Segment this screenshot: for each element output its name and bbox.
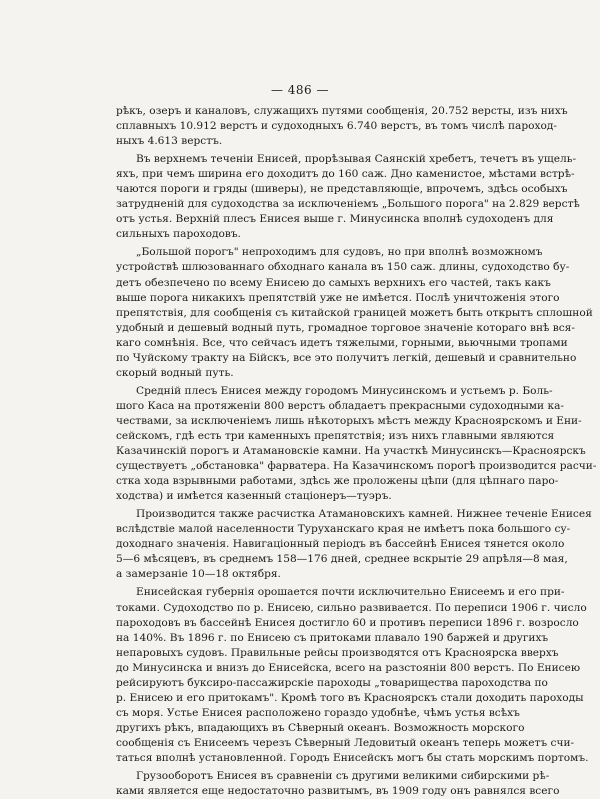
text-line: детъ обезпечено по всему Енисею до самыхъ верхнихъ его частей, такъ какъ [116, 276, 551, 289]
text-line: чаются пороги и гряды (шиверы), не представляющіе, впрочемъ, здѣсь особыхъ [116, 183, 568, 196]
paragraph [116, 104, 568, 149]
text-line: ходства) и имѣется казенный стаціонеръ—туэръ. [116, 490, 392, 503]
text-line: доходнаго значенія. Навигаціонный періодъ въ бассейнѣ Енисея тянется около [116, 538, 565, 551]
text-line: отъ устья. Верхній плесъ Енисея выше г. Минусинска вполнѣ судоходенъ для [116, 213, 554, 226]
text-line: удобный и дешевый водный путь, громадное торговое значеніе котораго внѣ вся- [116, 321, 575, 334]
text-line: ныхъ 4.613 верстъ. [116, 135, 223, 148]
text-line: Енисейская губернія орошается почти исключительно Енисеемъ и его при- [136, 586, 565, 599]
text-line: а замерзаніе 10—18 октября. [116, 568, 281, 581]
text-line: Казачинскій порогъ и Атамановскіе камни. На участкѣ Минусинскъ—Красноярскъ [116, 445, 586, 458]
text-line: 5—6 мѣсяцевъ, въ среднемъ 158—176 дней, среднее вскрытіе 29 апрѣля—8 мая, [116, 553, 568, 566]
text-line: Средній плесъ Енисея между городомъ Минусинскомъ и устьемъ р. Боль- [136, 384, 553, 397]
text-line: сообщенія съ Енисеемъ черезъ Сѣверный Ледовитый океанъ теперь можетъ счи- [116, 736, 575, 749]
text-line: устройствѣ шлюзованнаго обходнаго канала въ 150 саж. длины, судоходство бу- [116, 261, 570, 274]
text-line: пароходовъ въ бассейнѣ Енисея достигло 60 и противъ переписи 1896 г. возросло [116, 616, 579, 629]
paragraph [116, 384, 597, 504]
paragraph [116, 585, 589, 766]
text-line: стка хода взрывными работами, здѣсь же проложены цѣпи (для цѣпнаго паро- [116, 475, 559, 488]
paragraph [116, 769, 560, 799]
paragraph [116, 152, 580, 242]
text-line: непаровыхъ судовъ. Правильные рейсы производятся отъ Красноярска вверхъ [116, 646, 559, 659]
text-line: р. Енисею и его притокамъ". Кромѣ того въ Красноярскъ стали доходить пароходы [116, 691, 584, 704]
text-line: на 140%. Въ 1896 г. по Енисею съ притоками плавало 190 баржей и другихъ [116, 631, 549, 644]
text-line: до Минусинска и внизъ до Енисейска, всего на разстояніи 800 верстъ. По Енисею [116, 661, 581, 674]
text-line: „Большой порогъ" непроходимъ для судовъ, но при вполнѣ возможномъ [136, 246, 543, 259]
text-line: яхъ, при чемъ ширина его доходитъ до 160 саж. Дно каменистое, мѣстами встрѣ- [116, 168, 575, 181]
text-line: препятствія, для сообщенія съ китайской границей можетъ быть открытъ сплошной [116, 306, 593, 319]
text-line: скорый водный путь. [116, 366, 234, 379]
text-line: Производится также расчистка Атамановскихъ камней. Нижнее теченіе Енисея [136, 508, 592, 521]
text-line: шого Каса на протяженіи 800 верстъ обладаетъ прекрасными судоходными ка- [116, 399, 564, 412]
text-line: Грузооборотъ Енисея въ сравненіи съ другими великими сибирскими рѣ- [136, 770, 550, 783]
text-line: съ моря. Устье Енисея расположено гораздо удобнѣе, чѣмъ устья всѣхъ [116, 706, 520, 719]
text-line: чествами, за исключеніемъ лишь нѣкоторыхъ мѣстъ между Красноярскомъ и Ени- [116, 414, 582, 427]
text-line: другихъ рѣкъ, впадающихъ въ Сѣверный океанъ. Возможность морского [116, 721, 525, 734]
text-line: существуетъ „обстановка" фарватера. На Казачинскомъ порогѣ производится расчи- [116, 460, 597, 473]
text-line: выше порога никакихъ препятствій уже не имѣется. Послѣ уничтоженія этого [116, 291, 560, 304]
text-line: рейсируютъ буксиро-пассажирскіе пароходы „товарищества пароходства по [116, 676, 548, 689]
text-line: сейскомъ, гдѣ есть три каменныхъ препятствія; изъ нихъ главными являются [116, 429, 555, 442]
text-line: токами. Судоходство по р. Енисею, сильно развивается. По переписи 1906 г. число [116, 601, 587, 614]
text-line: по Чуйскому тракту на Бійскъ, все это получитъ легкій, дешевый и сравнительно [116, 351, 577, 364]
text-line: таться вполнѣ установленной. Городъ Енисейскъ могъ бы стать морскимъ портомъ. [116, 751, 589, 764]
text-line: сплавныхъ 10.912 верстъ и судоходныхъ 6.740 верстъ, въ томъ числѣ пароход- [116, 120, 557, 133]
text-line: сильныхъ пароходовъ. [116, 228, 241, 241]
text-line: рѣкъ, озеръ и каналовъ, служащихъ путями сообщенія, 20.752 версты, изъ нихъ [116, 105, 568, 117]
text-line: ками является еще недостаточно развитымъ, въ 1909 году онъ равнялся всего [116, 785, 560, 798]
text-line: затрудненій для судоходства за исключеніемъ „Большого порога" на 2.829 верстѣ [116, 198, 580, 211]
text-line: Въ верхнемъ теченіи Енисей, прорѣзывая Саянскій хребетъ, течетъ въ ущель- [136, 153, 577, 166]
page-number: — 486 — [270, 83, 330, 97]
text-line: вслѣдствіе малой населенности Туруханскаго края не имѣетъ пока большого су- [116, 523, 571, 536]
paragraph [116, 245, 593, 380]
text-column [116, 104, 597, 799]
paragraph [116, 507, 592, 582]
text-line: каго сомнѣнія. Все, что сейчасъ идетъ тяжелыми, горными, вьючными тропами [116, 336, 568, 349]
